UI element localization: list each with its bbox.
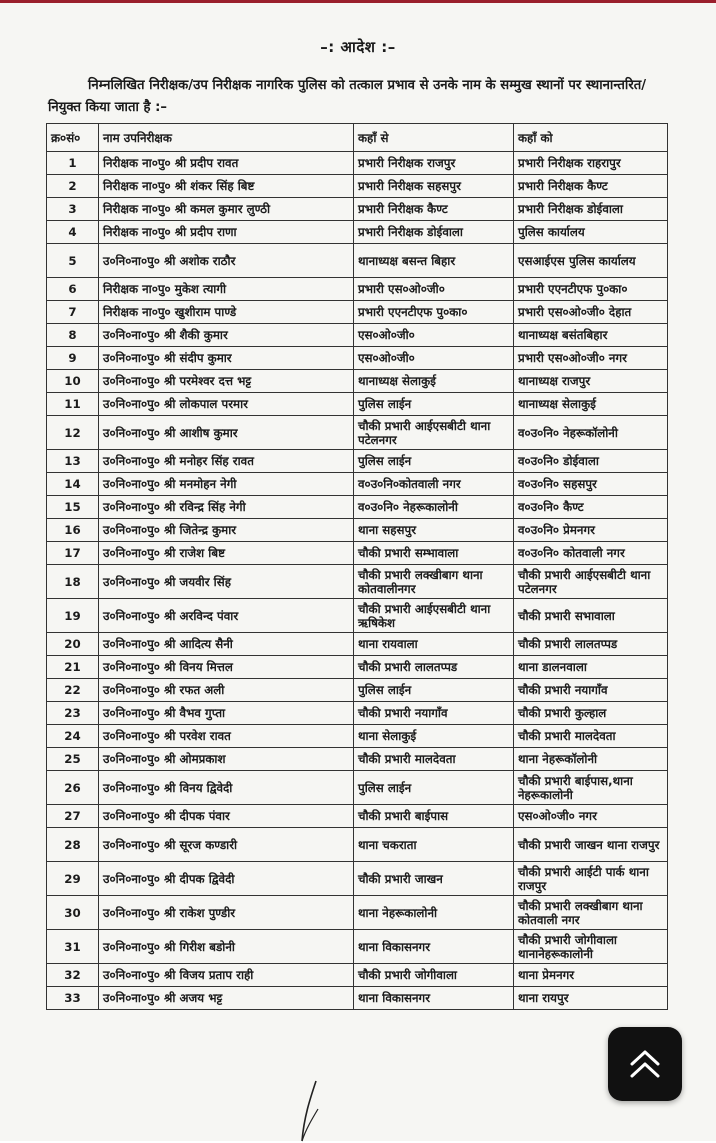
name-cell: उ०नि०ना०पु० श्री राकेश पुण्डीर (99, 896, 354, 930)
sn-cell: 13 (47, 450, 99, 473)
sn-cell: 16 (47, 519, 99, 542)
col-header-from: कहाँ से (354, 124, 514, 152)
table-row (47, 519, 668, 542)
name-cell: उ०नि०ना०पु० श्री लोकपाल परमार (99, 393, 354, 416)
to-cell: व०उ०नि० नेहरूकॉलोनी (514, 416, 668, 450)
table-row (47, 370, 668, 393)
sn-cell: 26 (47, 771, 99, 805)
table-row (47, 862, 668, 896)
name-cell: उ०नि०ना०पु० श्री अरविन्द पंवार (99, 599, 354, 633)
from-cell: चौकी प्रभारी लक्खीबाग थाना कोतवालीनगर (354, 565, 514, 599)
from-cell: थाना सेलाकुई (354, 725, 514, 748)
from-cell: थानाध्यक्ष सेलाकुई (354, 370, 514, 393)
sn-cell: 19 (47, 599, 99, 633)
sn-cell: 4 (47, 221, 99, 244)
name-cell: उ०नि०ना०पु० श्री सूरज कण्डारी (99, 828, 354, 862)
name-cell: निरीक्षक ना०पु० श्री प्रदीप रावत (99, 152, 354, 175)
sn-cell: 17 (47, 542, 99, 565)
from-cell: प्रभारी निरीक्षक कैण्ट (354, 198, 514, 221)
from-cell: थाना विकासनगर (354, 930, 514, 964)
sn-cell: 6 (47, 278, 99, 301)
name-cell: उ०नि०ना०पु० श्री दीपक द्विवेदी (99, 862, 354, 896)
sn-cell: 30 (47, 896, 99, 930)
to-cell: चौकी प्रभारी जोगीवाला थानानेहरूकालोनी (514, 930, 668, 964)
to-cell: व०उ०नि० कैण्ट (514, 496, 668, 519)
table-row (47, 221, 668, 244)
name-cell: उ०नि०ना०पु० श्री दीपक पंवार (99, 805, 354, 828)
to-cell: पुलिस कार्यालय (514, 221, 668, 244)
sn-cell: 3 (47, 198, 99, 221)
to-cell: व०उ०नि० डोईवाला (514, 450, 668, 473)
scanned-document-page (0, 3, 716, 1141)
from-cell: एस०ओ०जी० (354, 347, 514, 370)
sn-cell: 11 (47, 393, 99, 416)
table-row (47, 896, 668, 930)
name-cell: उ०नि०ना०पु० श्री परमेश्वर दत्त भट्ट (99, 370, 354, 393)
table-row (47, 805, 668, 828)
from-cell: चौकी प्रभारी लालतप्पड (354, 656, 514, 679)
to-cell: प्रभारी एस०ओ०जी० नगर (514, 347, 668, 370)
to-cell: चौकी प्रभारी सभावाला (514, 599, 668, 633)
table-row (47, 473, 668, 496)
to-cell: चौकी प्रभारी नयागाँव (514, 679, 668, 702)
table-row (47, 828, 668, 862)
table-row (47, 278, 668, 301)
table-header-row (47, 124, 668, 152)
sn-cell: 9 (47, 347, 99, 370)
col-header-name: नाम उपनिरीक्षक (99, 124, 354, 152)
sn-cell: 27 (47, 805, 99, 828)
transfer-table (46, 123, 668, 1010)
to-cell: चौकी प्रभारी बाईपास,थाना नेहरूकालोनी (514, 771, 668, 805)
table-row (47, 324, 668, 347)
sn-cell: 24 (47, 725, 99, 748)
sn-cell: 14 (47, 473, 99, 496)
name-cell: निरीक्षक ना०पु० श्री कमल कुमार लुण्ठी (99, 198, 354, 221)
from-cell: पुलिस लाईन (354, 771, 514, 805)
to-cell: चौकी प्रभारी मालदेवता (514, 725, 668, 748)
table-row (47, 244, 668, 278)
to-cell: थाना रायपुर (514, 987, 668, 1010)
name-cell: उ०नि०ना०पु० श्री आशीष कुमार (99, 416, 354, 450)
signature-mark (296, 1079, 324, 1143)
name-cell: उ०नि०ना०पु० श्री आदित्य सैनी (99, 633, 354, 656)
from-cell: प्रभारी निरीक्षक सहसपुर (354, 175, 514, 198)
order-intro-paragraph: निम्नलिखित निरीक्षक/उप निरीक्षक नागरिक पुलिस को तत्काल प्रभाव से उनके नाम के सम्मुख स्थानों पर स्थानान्तरित/नियुक्त किया जाता है :– (48, 78, 647, 115)
name-cell: उ०नि०ना०पु० श्री मनोहर सिंह रावत (99, 450, 354, 473)
from-cell: प्रभारी एस०ओ०जी० (354, 278, 514, 301)
from-cell: थाना सहसपुर (354, 519, 514, 542)
sn-cell: 33 (47, 987, 99, 1010)
from-cell: पुलिस लाईन (354, 393, 514, 416)
sn-cell: 31 (47, 930, 99, 964)
sn-cell: 2 (47, 175, 99, 198)
table-row (47, 542, 668, 565)
name-cell: उ०नि०ना०पु० श्री जयवीर सिंह (99, 565, 354, 599)
from-cell: थाना चकराता (354, 828, 514, 862)
name-cell: उ०नि०ना०पु० श्री गिरीश बडोनी (99, 930, 354, 964)
to-cell: प्रभारी निरीक्षक कैण्ट (514, 175, 668, 198)
sn-cell: 32 (47, 964, 99, 987)
sn-cell: 7 (47, 301, 99, 324)
name-cell: उ०नि०ना०पु० श्री शैकी कुमार (99, 324, 354, 347)
to-cell: थाना प्रेमनगर (514, 964, 668, 987)
sn-cell: 12 (47, 416, 99, 450)
table-row (47, 702, 668, 725)
sn-cell: 20 (47, 633, 99, 656)
table-row (47, 679, 668, 702)
table-row (47, 198, 668, 221)
sn-cell: 1 (47, 152, 99, 175)
from-cell: चौकी प्रभारी सम्भावाला (354, 542, 514, 565)
from-cell: चौकी प्रभारी आईएसबीटी थाना पटेलनगर (354, 416, 514, 450)
sn-cell: 10 (47, 370, 99, 393)
from-cell: चौकी प्रभारी नयागाँव (354, 702, 514, 725)
from-cell: थाना विकासनगर (354, 987, 514, 1010)
to-cell: व०उ०नि० सहसपुर (514, 473, 668, 496)
name-cell: उ०नि०ना०पु० श्री अजय भट्ट (99, 987, 354, 1010)
to-cell: थाना नेहरूकॉलोनी (514, 748, 668, 771)
from-cell: चौकी प्रभारी जोगीवाला (354, 964, 514, 987)
table-row (47, 450, 668, 473)
name-cell: उ०नि०ना०पु० श्री वैभव गुप्ता (99, 702, 354, 725)
to-cell: थाना डालनवाला (514, 656, 668, 679)
name-cell: उ०नि०ना०पु० श्री संदीप कुमार (99, 347, 354, 370)
to-cell: थानाध्यक्ष बसंतबिहार (514, 324, 668, 347)
sn-cell: 23 (47, 702, 99, 725)
from-cell: व०उ०नि०कोतवाली नगर (354, 473, 514, 496)
sn-cell: 5 (47, 244, 99, 278)
from-cell: चौकी प्रभारी बाईपास (354, 805, 514, 828)
name-cell: उ०नि०ना०पु० श्री अशोक राठौर (99, 244, 354, 278)
table-row (47, 175, 668, 198)
to-cell: प्रभारी निरीक्षक राहरापुर (514, 152, 668, 175)
sn-cell: 21 (47, 656, 99, 679)
name-cell: उ०नि०ना०पु० श्री मनमोहन नेगी (99, 473, 354, 496)
name-cell: उ०नि०ना०पु० श्री रफत अली (99, 679, 354, 702)
sn-cell: 22 (47, 679, 99, 702)
name-cell: उ०नि०ना०पु० श्री विनय मित्तल (99, 656, 354, 679)
table-row (47, 725, 668, 748)
from-cell: प्रभारी निरीक्षक डोईवाला (354, 221, 514, 244)
to-cell: एस०ओ०जी० नगर (514, 805, 668, 828)
table-row (47, 496, 668, 519)
from-cell: चौकी प्रभारी मालदेवता (354, 748, 514, 771)
to-cell: चौकी प्रभारी आईटी पार्क थाना राजपुर (514, 862, 668, 896)
table-row (47, 930, 668, 964)
from-cell: चौकी प्रभारी जाखन (354, 862, 514, 896)
col-header-to: कहाँ को (514, 124, 668, 152)
table-row (47, 987, 668, 1010)
name-cell: उ०नि०ना०पु० श्री परवेश रावत (99, 725, 354, 748)
name-cell: निरीक्षक ना०पु० श्री शंकर सिंह बिष्ट (99, 175, 354, 198)
name-cell: उ०नि०ना०पु० श्री जितेन्द्र कुमार (99, 519, 354, 542)
from-cell: पुलिस लाईन (354, 450, 514, 473)
to-cell: चौकी प्रभारी आईएसबीटी थाना पटेलनगर (514, 565, 668, 599)
col-header-sn: क्र०सं० (47, 124, 99, 152)
to-cell: चौकी प्रभारी लक्खीबाग थाना कोतवाली नगर (514, 896, 668, 930)
name-cell: निरीक्षक ना०पु० मुकेश त्यागी (99, 278, 354, 301)
to-cell: प्रभारी एस०ओ०जी० देहात (514, 301, 668, 324)
table-row (47, 393, 668, 416)
table-row (47, 633, 668, 656)
sn-cell: 18 (47, 565, 99, 599)
name-cell: उ०नि०ना०पु० श्री विनय द्विवेदी (99, 771, 354, 805)
sn-cell: 8 (47, 324, 99, 347)
from-cell: थानाध्यक्ष बसन्त बिहार (354, 244, 514, 278)
table-row (47, 152, 668, 175)
name-cell: उ०नि०ना०पु० श्री रविन्द्र सिंह नेगी (99, 496, 354, 519)
table-row (47, 416, 668, 450)
table-row (47, 347, 668, 370)
from-cell: पुलिस लाईन (354, 679, 514, 702)
to-cell: प्रभारी एएनटीएफ पु०का० (514, 278, 668, 301)
to-cell: चौकी प्रभारी जाखन थाना राजपुर (514, 828, 668, 862)
sn-cell: 25 (47, 748, 99, 771)
name-cell: उ०नि०ना०पु० श्री विजय प्रताप राही (99, 964, 354, 987)
scroll-to-top-button[interactable] (608, 1027, 682, 1101)
table-row (47, 964, 668, 987)
sn-cell: 15 (47, 496, 99, 519)
to-cell: चौकी प्रभारी लालतप्पड (514, 633, 668, 656)
to-cell: व०उ०नि० कोतवाली नगर (514, 542, 668, 565)
name-cell: उ०नि०ना०पु० श्री ओमप्रकाश (99, 748, 354, 771)
from-cell: चौकी प्रभारी आईएसबीटी थाना ऋषिकेश (354, 599, 514, 633)
to-cell: थानाध्यक्ष सेलाकुई (514, 393, 668, 416)
from-cell: थाना रायवाला (354, 633, 514, 656)
from-cell: प्रभारी एएनटीएफ पु०का० (354, 301, 514, 324)
from-cell: प्रभारी निरीक्षक राजपुर (354, 152, 514, 175)
from-cell: थाना नेहरूकालोनी (354, 896, 514, 930)
from-cell: एस०ओ०जी० (354, 324, 514, 347)
from-cell: व०उ०नि० नेहरूकालोनी (354, 496, 514, 519)
to-cell: प्रभारी निरीक्षक डोईवाला (514, 198, 668, 221)
table-row (47, 301, 668, 324)
table-row (47, 599, 668, 633)
name-cell: उ०नि०ना०पु० श्री राजेश बिष्ट (99, 542, 354, 565)
table-row (47, 656, 668, 679)
to-cell: चौकी प्रभारी कुल्हाल (514, 702, 668, 725)
to-cell: थानाध्यक्ष राजपुर (514, 370, 668, 393)
table-row (47, 771, 668, 805)
sn-cell: 28 (47, 828, 99, 862)
table-row (47, 748, 668, 771)
name-cell: निरीक्षक ना०पु० खुशीराम पाण्डे (99, 301, 354, 324)
to-cell: एसआईएस पुलिस कार्यालय (514, 244, 668, 278)
table-row (47, 565, 668, 599)
chevron-up-icon (627, 1049, 663, 1079)
to-cell: व०उ०नि० प्रेमनगर (514, 519, 668, 542)
order-heading: –: आदेश :– (320, 38, 396, 56)
sn-cell: 29 (47, 862, 99, 896)
name-cell: निरीक्षक ना०पु० श्री प्रदीप राणा (99, 221, 354, 244)
